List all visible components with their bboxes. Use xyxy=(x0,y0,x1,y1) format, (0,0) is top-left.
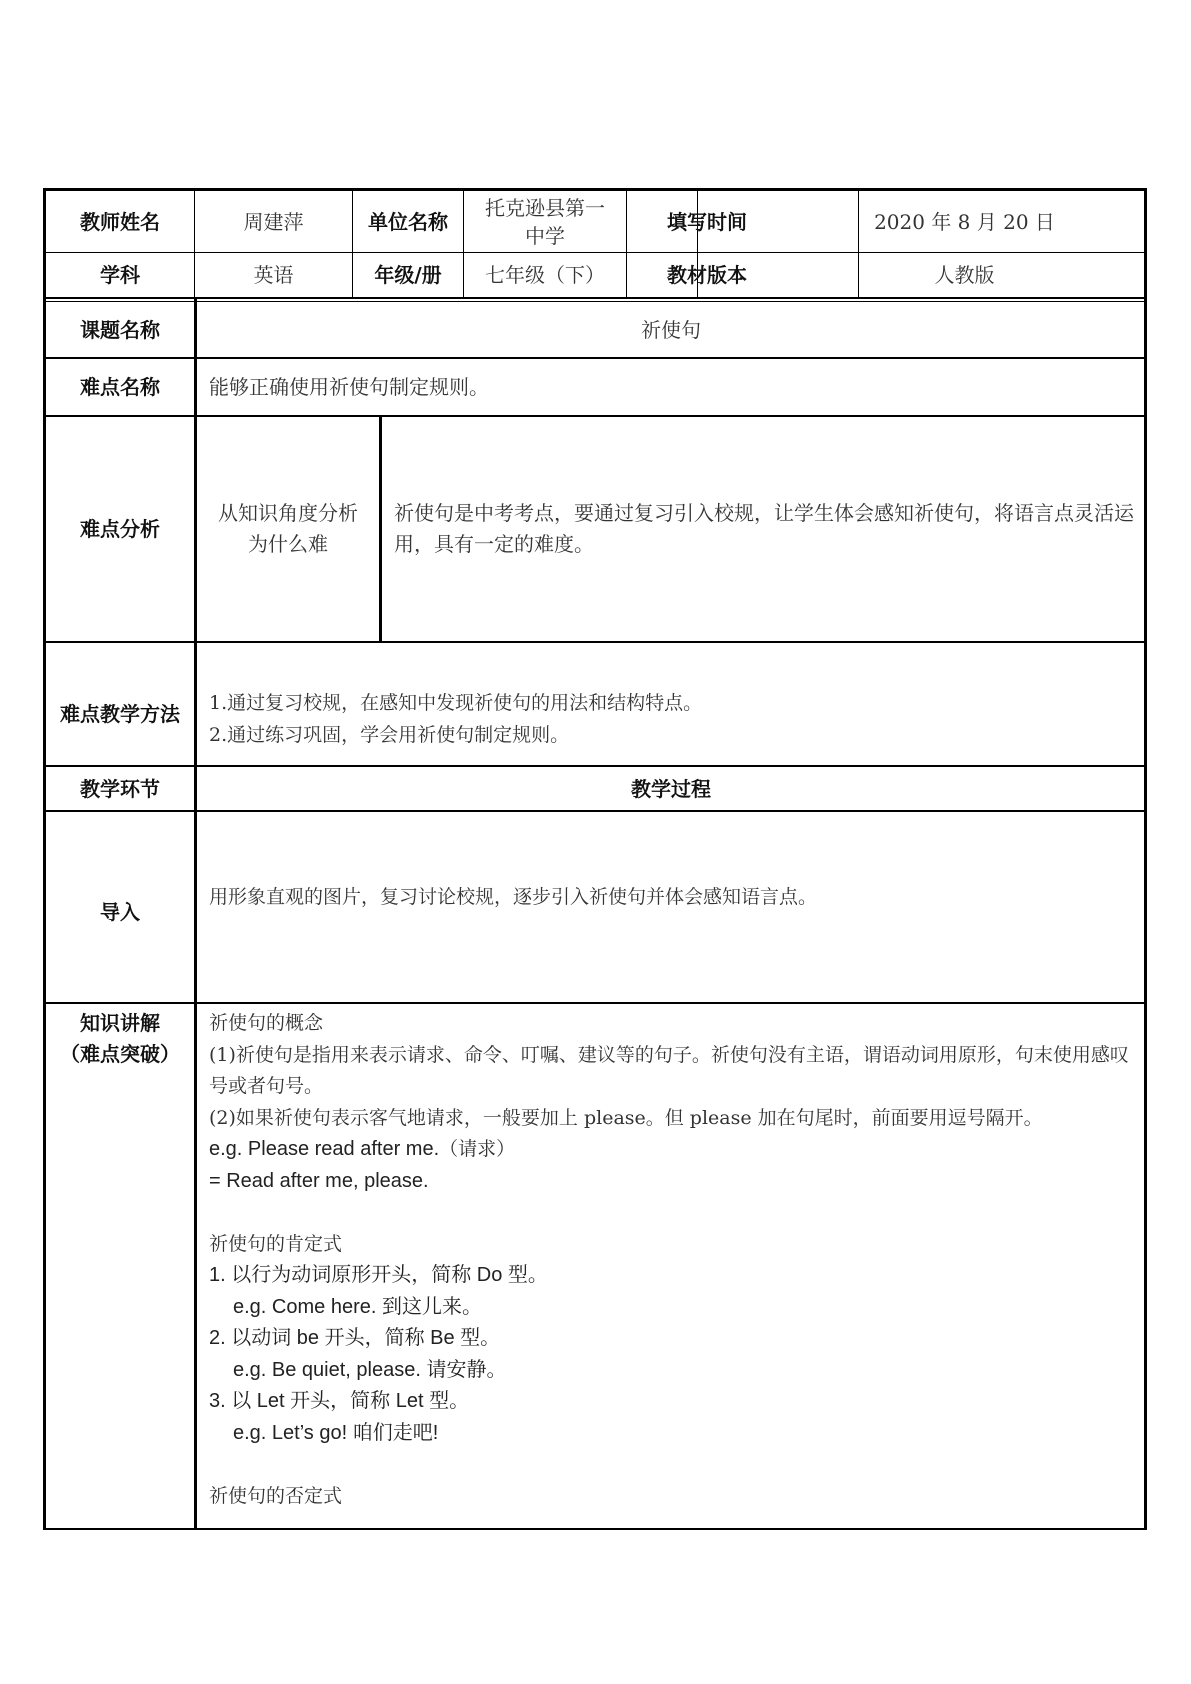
unit-name-value: 托克逊县第一中学 xyxy=(485,195,605,248)
example-1-note: （请求） xyxy=(439,1138,516,1160)
fill-date-value: 2020 年 8 月 20 日 xyxy=(874,209,1055,234)
lesson-plan-table xyxy=(43,188,1147,1530)
example-1: e.g. Please read after me. xyxy=(209,1138,440,1160)
positive-rule: 3. 以 Let 开头，简称 Let 型。 xyxy=(209,1390,470,1412)
knowledge-label-line2: （难点突破） xyxy=(60,1042,180,1066)
knowledge-content xyxy=(209,1008,1139,1512)
example-line xyxy=(209,1134,1139,1166)
method-item: 1.通过复习校规，在感知中发现祈使句的用法和结构特点。 xyxy=(209,692,703,714)
row-divider xyxy=(46,810,1144,812)
subject-value: 英语 xyxy=(253,263,294,287)
knowledge-label-line1: 知识讲解 xyxy=(80,1011,160,1035)
example-2: = Read after me, please. xyxy=(209,1169,429,1192)
positive-example: e.g. Come here. 到这儿来。 xyxy=(233,1295,482,1318)
intro-value: 用形象直观的图片，复习讨论校规，逐步引入祈使句并体会感知语言点。 xyxy=(209,886,818,908)
difficulty-label: 难点名称 xyxy=(80,375,160,399)
positive-rule: 2. 以动词 be 开头，简称 Be 型。 xyxy=(209,1327,501,1349)
grade-label: 年级/册 xyxy=(374,263,442,287)
edition-value: 人教版 xyxy=(934,263,995,287)
positive-example: e.g. Let’s go! 咱们走吧! xyxy=(233,1421,439,1444)
unit-name-label: 单位名称 xyxy=(368,209,448,234)
concept-point-1: (1)祈使句是指用来表示请求、命令、叮嘱、建议等的句子。祈使句没有主语，谓语动词用原形，句末使用感叹号或者句号。 xyxy=(209,1043,1129,1097)
grade-value: 七年级（下） xyxy=(485,263,605,287)
teacher-name-label: 教师姓名 xyxy=(80,209,160,234)
subject-label: 学科 xyxy=(100,263,140,287)
analysis-sub-label: 从知识角度分析为什么难 xyxy=(218,501,358,556)
topic-value: 祈使句 xyxy=(641,317,701,342)
analysis-label: 难点分析 xyxy=(80,517,160,541)
topic-label: 课题名称 xyxy=(80,317,160,342)
positive-example: e.g. Be quiet, please. 请安静。 xyxy=(233,1358,507,1381)
negative-title: 祈使句的否定式 xyxy=(209,1484,343,1507)
difficulty-value: 能够正确使用祈使句制定规则。 xyxy=(209,375,489,399)
row-divider xyxy=(46,297,1144,299)
process-column-header: 教学过程 xyxy=(631,776,711,801)
method-item: 2.通过练习巩固，学会用祈使句制定规则。 xyxy=(209,723,570,746)
positive-title: 祈使句的肯定式 xyxy=(209,1232,343,1255)
edition-label: 教材版本 xyxy=(667,263,747,287)
positive-rule: 1. 以行为动词原形开头，简称 Do 型。 xyxy=(209,1264,548,1286)
method-list xyxy=(209,688,1139,751)
row-divider xyxy=(46,1002,1144,1004)
method-label: 难点教学方法 xyxy=(60,702,180,726)
analysis-value: 祈使句是中考考点，要通过复习引入校规，让学生体会感知祈使句，将语言点灵活运用，具有一定的难度。 xyxy=(394,501,1134,556)
concept-point-2: (2)如果祈使句表示客气地请求，一般要加上 please。但 please 加在句尾时，前面要用逗号隔开。 xyxy=(209,1106,1043,1129)
teacher-name-value: 周建萍 xyxy=(243,209,304,234)
stage-column-header: 教学环节 xyxy=(80,776,160,801)
row-divider xyxy=(46,641,1144,643)
fill-date-label: 填写时间 xyxy=(667,209,747,234)
intro-label: 导入 xyxy=(100,900,140,924)
concept-title: 祈使句的概念 xyxy=(209,1012,324,1034)
knowledge-label xyxy=(46,1008,194,1070)
